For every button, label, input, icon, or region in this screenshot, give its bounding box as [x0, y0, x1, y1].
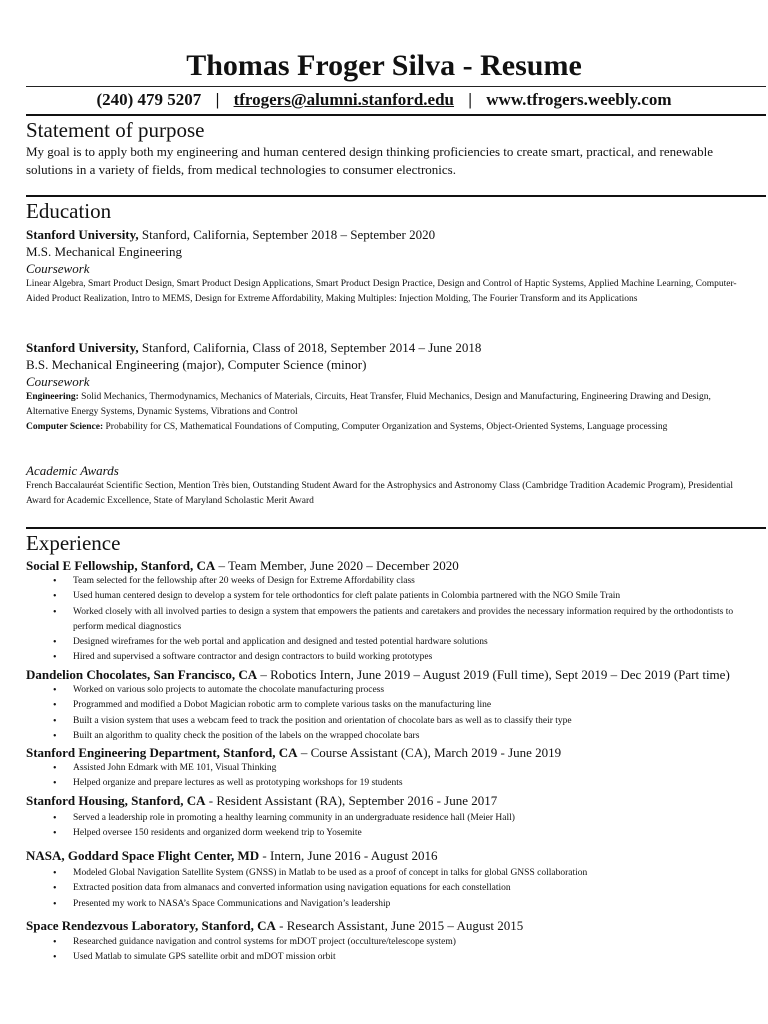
engineering-label: Engineering:: [26, 392, 79, 402]
ms-coursework-label: Coursework: [26, 261, 90, 276]
job-org: Social E Fellowship, Stanford, CA: [26, 558, 216, 573]
bs-degree: B.S. Mechanical Engineering (major), Computer Science (minor): [26, 357, 367, 372]
list-item: • Helped oversee 150 residents and organized dorm weekend trip to Yosemite: [73, 826, 750, 841]
list-item: • Used Matlab to simulate GPS satellite orbit and mDOT mission orbit: [73, 950, 750, 965]
contact-separator: |: [215, 90, 220, 109]
section-divider: [26, 527, 766, 529]
job-bullets: [26, 683, 750, 744]
website-link[interactable]: www.tfrogers.weebly.com: [486, 90, 672, 109]
purpose-text: My goal is to apply both my engineering and human centered design thinking proficiencies to create smart, practical, and renewable solutions in a variety of fields, from medical technologies to consumer electronics.: [26, 144, 713, 177]
job-bullets: [26, 935, 750, 966]
job-role: – Course Assistant (CA), March 2019 - June 2019: [297, 745, 562, 760]
cs-course-list: Probability for CS, Mathematical Foundations of Computing, Computer Organization and Systems, Object-Oriented Systems, Language processing: [103, 422, 668, 432]
bs-school: Stanford University,: [26, 340, 139, 355]
ms-school: Stanford University,: [26, 227, 139, 242]
resume-title: Thomas Froger Silva - Resume: [186, 49, 582, 82]
list-item: • Programmed and modified a Dobot Magician robotic arm to complete various tasks on the manufacturing line: [73, 698, 750, 713]
list-item: • Researched guidance navigation and control systems for mDOT project (occulture/telescope system): [73, 935, 750, 950]
job-header: [26, 666, 750, 683]
purpose-heading: Statement of purpose: [26, 118, 205, 142]
list-item: • Team selected for the fellowship after 20 weeks of Design for Extreme Affordability class: [73, 574, 750, 589]
education-ms: [26, 226, 750, 307]
section-divider: [26, 114, 766, 116]
cs-label: Computer Science:: [26, 422, 104, 432]
bs-cs-courses: [26, 420, 750, 435]
contact-separator: |: [468, 90, 473, 109]
email-link[interactable]: tfrogers@alumni.stanford.edu: [233, 90, 455, 109]
bs-coursework-label: Coursework: [26, 374, 90, 389]
job-bullets: [26, 866, 750, 912]
list-item: • Built an algorithm to quality check the position of the labels on the wrapped chocolate bars: [73, 729, 750, 744]
education-heading: Education: [26, 199, 112, 223]
experience-entry: [26, 917, 750, 966]
list-item: • Presented my work to NASA’s Space Communications and Navigation’s leadership: [73, 897, 750, 912]
experience-entry: [26, 557, 750, 666]
education-bs: [26, 339, 750, 435]
phone-number: (240) 479 5207: [96, 90, 202, 109]
experience-heading: Experience: [26, 531, 121, 555]
academic-awards: [26, 462, 750, 509]
title-divider: [26, 86, 766, 87]
job-org: Stanford Housing, Stanford, CA: [26, 793, 206, 808]
job-header: [26, 557, 750, 574]
job-role: – Team Member, June 2020 – December 2020: [215, 558, 459, 573]
engineering-course-list: Solid Mechanics, Thermodynamics, Mechanics of Materials, Circuits, Heat Transfer, Fluid Mechanics, Design and Manufacturing, Engineering Drawing and Design, Alternative Energy Systems, Dynamic Systems, Vibrations and Control: [26, 392, 711, 417]
list-item: • Modeled Global Navigation Satellite System (GNSS) in Matlab to be used as a proof of concept in talks for global GNSS collaboration: [73, 866, 750, 881]
contact-line: [0, 89, 768, 111]
experience-entry: [26, 847, 750, 912]
awards-label: Academic Awards: [26, 463, 119, 478]
ms-degree: M.S. Mechanical Engineering: [26, 244, 182, 259]
job-role: - Research Assistant, June 2015 – August 2015: [275, 918, 524, 933]
job-header: [26, 792, 750, 809]
list-item: • Built a vision system that uses a webcam feed to track the position and orientation of chocolate bars as well as to classify their type: [73, 714, 750, 729]
list-item: • Assisted John Edmark with ME 101, Visual Thinking: [73, 761, 750, 776]
job-role: - Resident Assistant (RA), September 2016 - June 2017: [205, 793, 498, 808]
bs-details: Stanford, California, Class of 2018, September 2014 – June 2018: [138, 340, 482, 355]
job-bullets: [26, 574, 750, 666]
experience-entry: [26, 792, 750, 842]
experience-entry: [26, 666, 750, 744]
job-org: NASA, Goddard Space Flight Center, MD: [26, 848, 260, 863]
job-org: Stanford Engineering Department, Stanford, CA: [26, 745, 298, 760]
job-role: – Robotics Intern, June 2019 – August 2019 (Full time), Sept 2019 – Dec 2019 (Part time): [257, 667, 730, 682]
list-item: • Worked closely with all involved parties to design a system that empowers the patients and caretakers and provides the necessary information required by the orthodontists to perform medical diagnostics: [73, 605, 750, 636]
ms-coursework: Linear Algebra, Smart Product Design, Smart Product Design Applications, Smart Product Design Practice, Design and Control of Haptic Systems, Applied Machine Learning, Computer-Aided Product Realization, Intro to MEMS, Design for Extreme Affordability, Making Multiples: Injection Molding, The Fourier Transform and its Applications: [26, 279, 737, 304]
ms-details: Stanford, California, September 2018 – September 2020: [138, 227, 436, 242]
list-item: • Hired and supervised a software contractor and design contractors to build working prototypes: [73, 650, 750, 665]
list-item: • Designed wireframes for the web portal and application and designed and tested potential hardware solutions: [73, 635, 750, 650]
job-org: Dandelion Chocolates, San Francisco, CA: [26, 667, 258, 682]
list-item: • Extracted position data from almanacs and converted information using navigation equations for each constellation: [73, 881, 750, 896]
job-header: [26, 917, 750, 934]
job-bullets: [26, 811, 750, 842]
awards-text: French Baccalauréat Scientific Section, Mention Très bien, Outstanding Student Award for the Astrophysics and Astronomy Class (Cambridge Tradition Academic Program), Presidential Award for Academic Excellence, State of Maryland Scholastic Merit Award: [26, 481, 734, 506]
job-org: Space Rendezvous Laboratory, Stanford, CA: [26, 918, 276, 933]
list-item: • Served a leadership role in promoting a healthy learning community in an undergraduate residence hall (Meier Hall): [73, 811, 750, 826]
bs-school-line: [26, 339, 750, 356]
ms-school-line: [26, 226, 750, 243]
job-header: [26, 847, 750, 864]
bs-engineering-courses: [26, 390, 750, 420]
list-item: • Helped organize and prepare lectures as well as prototyping workshops for 19 students: [73, 776, 750, 791]
section-divider: [26, 195, 766, 197]
job-bullets: [26, 761, 750, 792]
experience-entry: [26, 744, 750, 792]
job-role: - Intern, June 2016 - August 2016: [259, 848, 438, 863]
list-item: • Worked on various solo projects to automate the chocolate manufacturing process: [73, 683, 750, 698]
list-item: • Used human centered design to develop a system for tele orthodontics for cleft palate patients in Colombia partnered with the NGO Smile Train: [73, 589, 750, 604]
job-header: [26, 744, 750, 761]
